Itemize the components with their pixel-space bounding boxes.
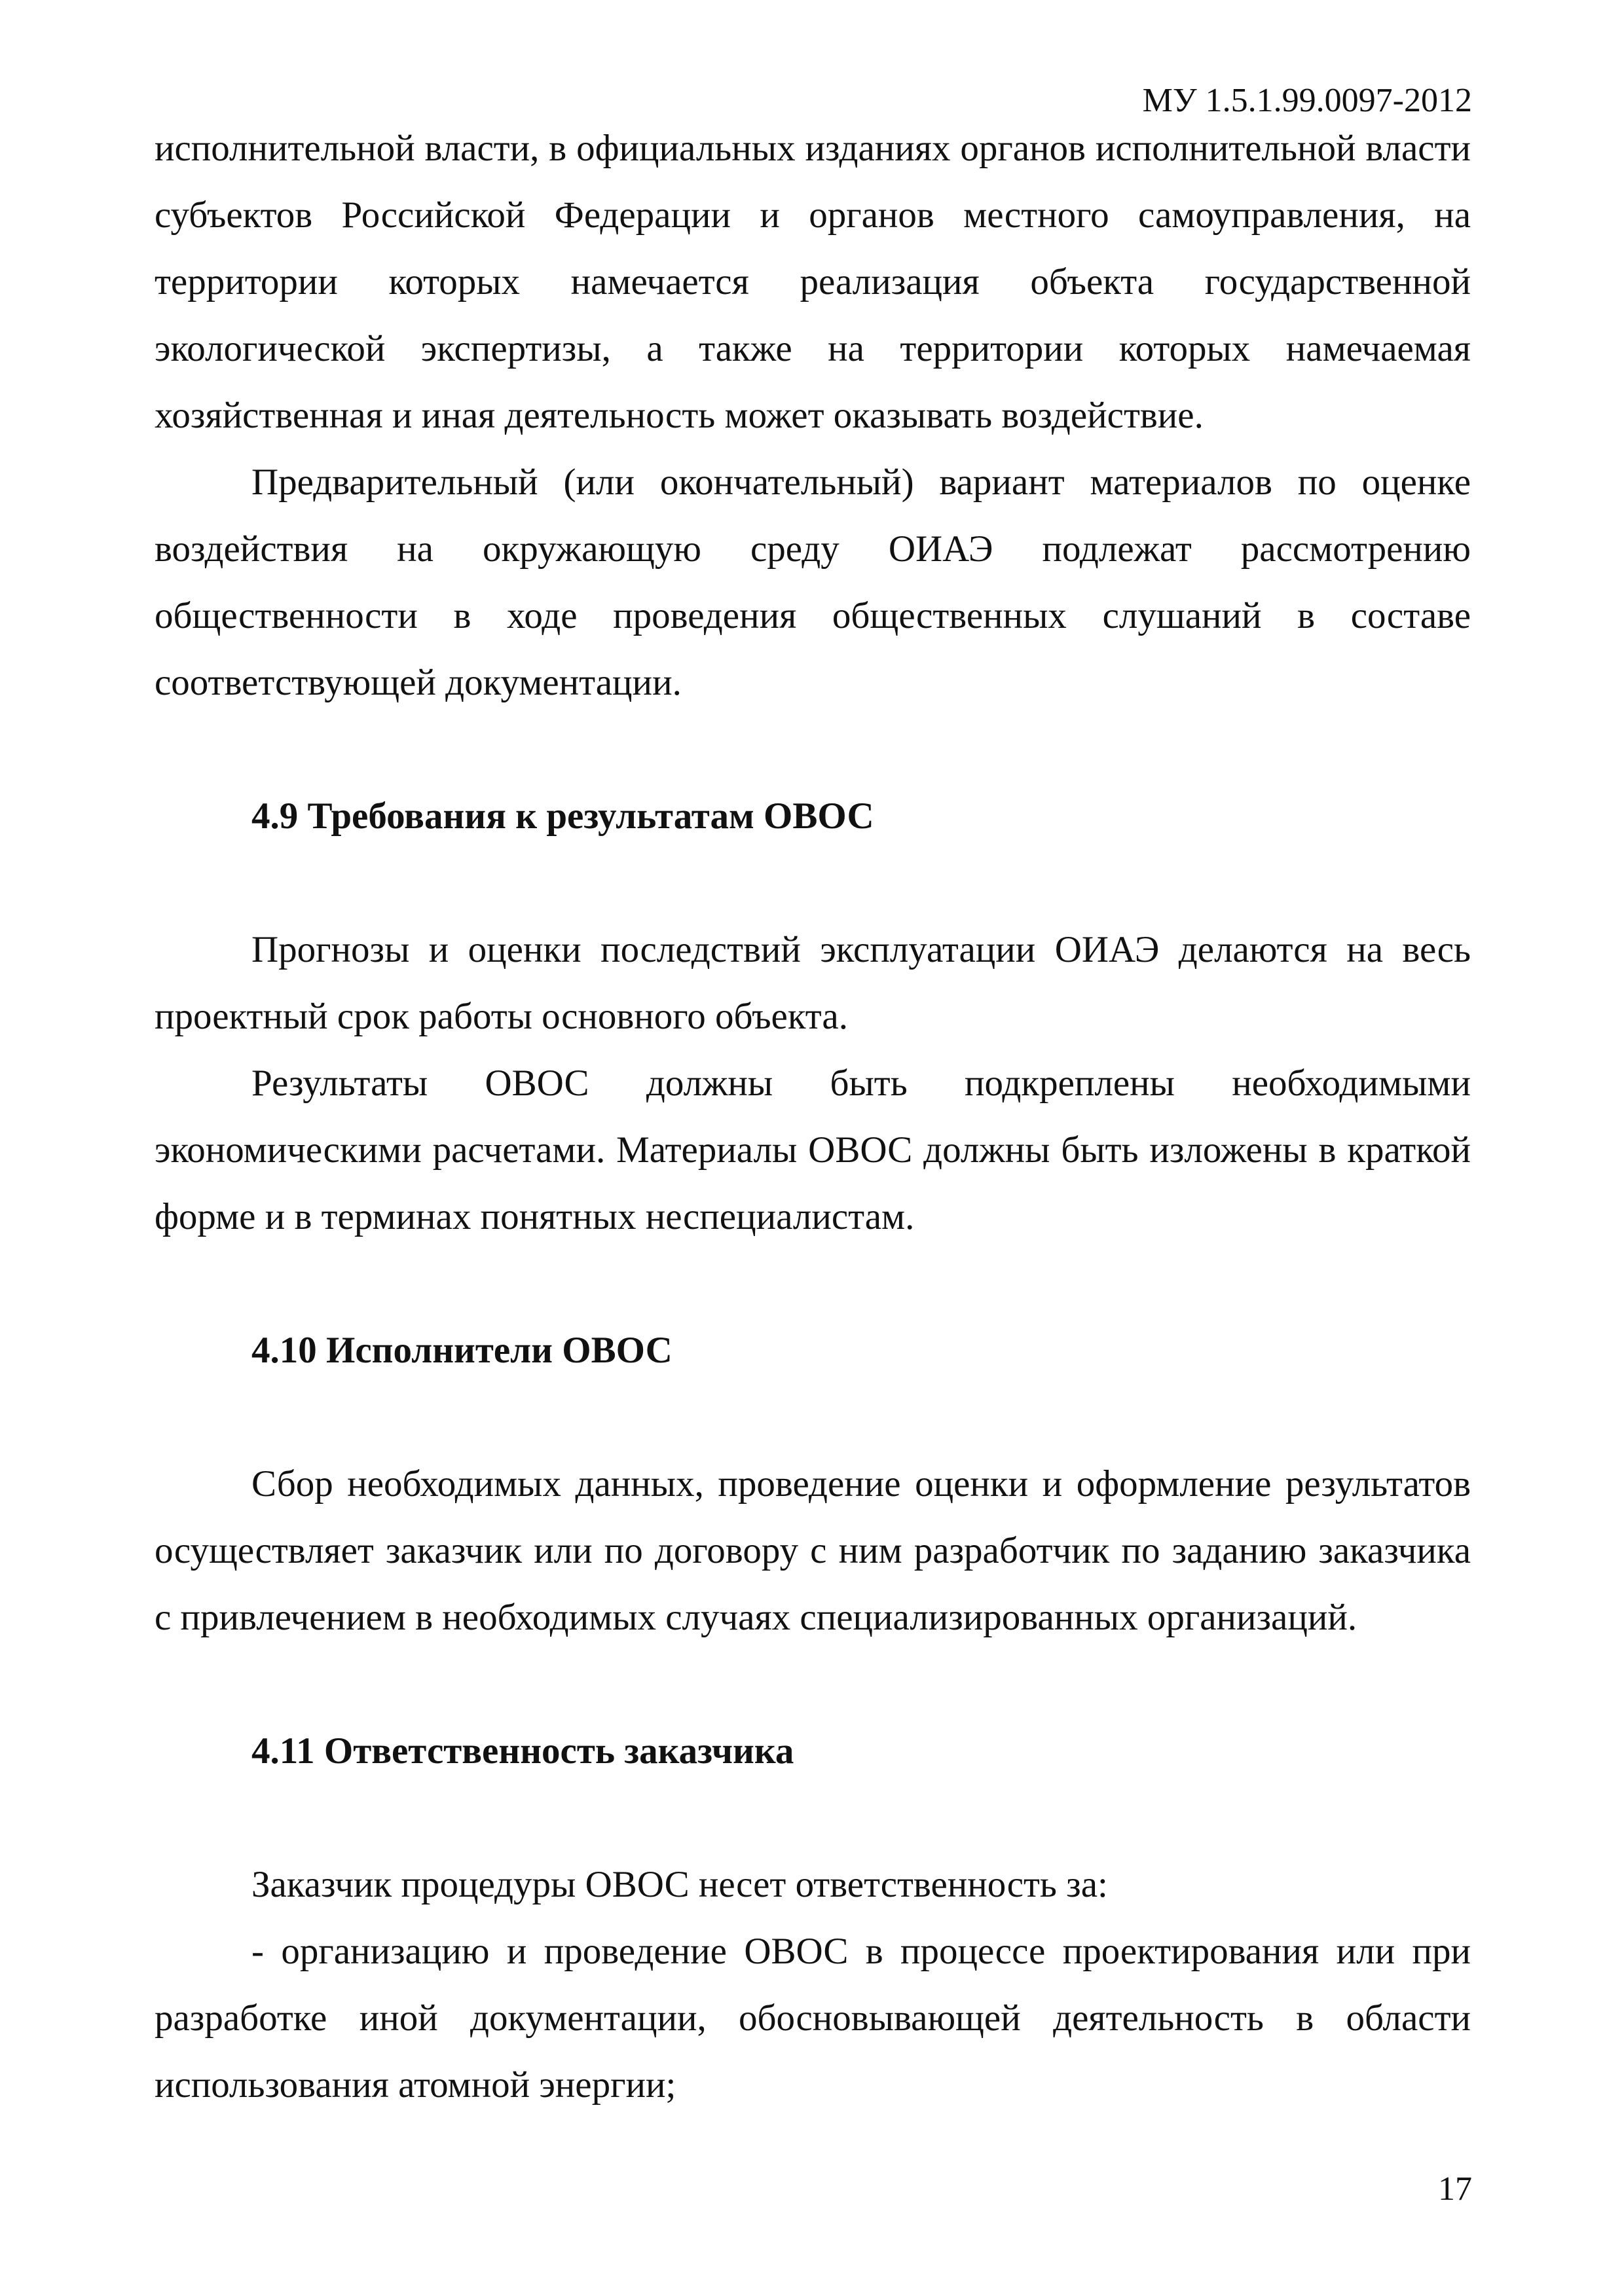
section-heading-4-9: 4.9 Требования к результатам ОВОС [251, 795, 874, 837]
paragraph: Результаты ОВОС должны быть подкреплены необходимыми экономическими расчетами. Материалы ОВОС должны быть изложены в краткой форме и в терминах понятных неспециалистам. [155, 1063, 1471, 1237]
section-heading-4-10: 4.10 Исполнители ОВОС [251, 1330, 673, 1371]
paragraph: Заказчик процедуры ОВОС несет ответственность за: [251, 1864, 1108, 1905]
page-number: 17 [1438, 2170, 1472, 2208]
spacer [155, 1651, 1471, 1718]
page-body [155, 115, 1471, 2119]
paragraph: Предварительный (или окончательный) вариант материалов по оценке воздействия на окружающую среду ОИАЭ подлежат рассмотрению общественности в ходе проведения общественных слушаний в составе соответствующей документации. [155, 462, 1471, 703]
spacer [155, 716, 1471, 783]
spacer [155, 1250, 1471, 1317]
paragraph: исполнительной власти, в официальных изданиях органов исполнительной власти субъектов Российской Федерации и органов местного самоуправления, на территории которых намечается реализация объекта государственной экологической экспертизы, а также на территории которых намечаемая хозяйственная и иная деятельность может оказывать воздействие. [155, 128, 1471, 436]
document-code: МУ 1.5.1.99.0097-2012 [1142, 82, 1472, 119]
paragraph: Сбор необходимых данных, проведение оценки и оформление результатов осуществляет заказчик или по договору с ним разработчик по заданию заказчика с привлечением в необходимых случаях специализированных организаций. [155, 1463, 1471, 1638]
spacer [155, 850, 1471, 917]
spacer [155, 1785, 1471, 1851]
section-heading-4-11: 4.11 Ответственность заказчика [251, 1730, 794, 1772]
paragraph: Прогнозы и оценки последствий эксплуатации ОИАЭ делаются на весь проектный срок работы основного объекта. [155, 929, 1471, 1037]
spacer [155, 1384, 1471, 1451]
list-item: - организацию и проведение ОВОС в процессе проектирования или при разработке иной документации, обосновывающей деятельность в области использования атомной энергии; [155, 1931, 1471, 2105]
